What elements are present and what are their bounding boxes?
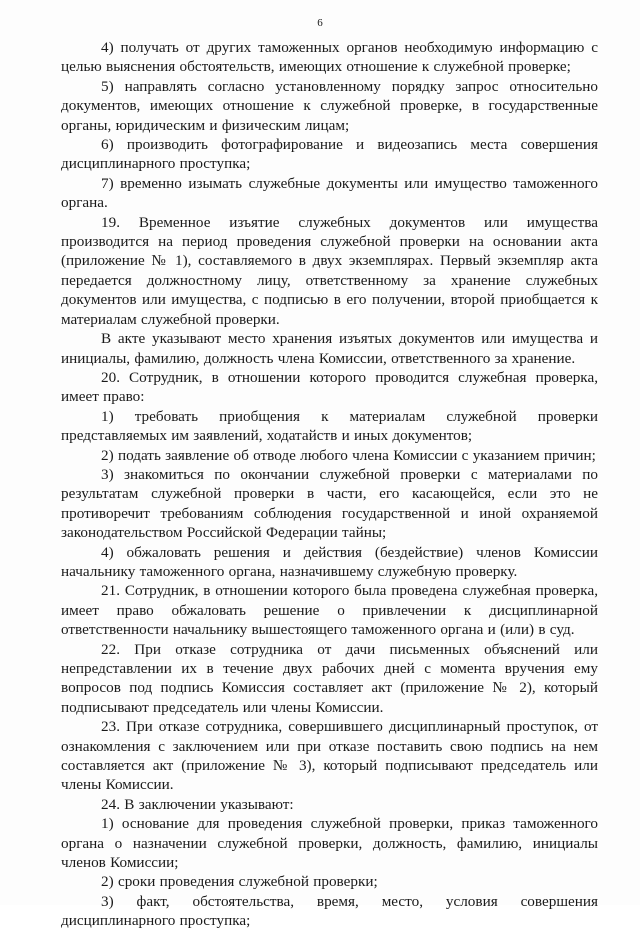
paragraph-act-contents: В акте указывают место хранения изъятых документов или имущества и инициалы, фамилию, должность члена Комиссии, ответственного за хранение. [61, 330, 598, 367]
paragraph-item-5: 5) направлять согласно установленному порядку запрос относительно документов, имеющих отношение к служебной проверке, в государственные органы, юридическим и физическим лицам; [61, 77, 598, 134]
paragraph-clause-20: 20. Сотрудник, в отношении которого проводится служебная проверка, имеет право: [61, 368, 598, 406]
paragraph-right-4: 4) обжаловать решения и действия (бездействие) членов Комиссии начальнику таможенного органа, назначившему служебную проверку. [61, 543, 598, 580]
paragraph-clause-24: 24. В заключении указывают: [101, 795, 294, 813]
document-body [61, 38, 598, 931]
paragraph-right-1: 1) требовать приобщения к материалам служебной проверки представляемых им заявлений, ходатайств и иных документов; [61, 407, 598, 445]
paragraph-item-7: 7) временно изымать служебные документы или имущество таможенного органа. [61, 174, 598, 212]
paragraph-right-2: 2) подать заявление об отводе любого члена Комиссии с указанием причин; [101, 446, 596, 464]
paragraph-clause-23: 23. При отказе сотрудника, совершившего дисциплинарный проступок, от ознакомления с заключением или при отказе поставить свою подпись на нем составляется акт (приложение № 3), который подписывают председатель или члены Комиссии. [61, 718, 598, 794]
paragraph-clause-21: 21. Сотрудник, в отношении которого была проведена служебная проверка, имеет право обжаловать решение о привлечении к дисциплинарной ответственности начальнику вышестоящего таможенного органа и (или) в суд. [61, 582, 598, 639]
paragraph-conclusion-1: 1) основание для проведения служебной проверки, приказ таможенного органа о назначении служебной проверки, должность, фамилию, инициалы членов Комиссии; [61, 815, 598, 872]
paragraph-conclusion-3: 3) факт, обстоятельства, время, место, условия совершения дисциплинарного проступка; [61, 892, 598, 930]
paragraph-item-4: 4) получать от других таможенных органов необходимую информацию с целью выяснения обстоятельств, имеющих отношение к служебной проверке; [61, 39, 598, 76]
paragraph-clause-19: 19. Временное изъятие служебных документов или имущества производится на период проведения служебной проверки на основании акта (приложение № 1), составляемого в двух экземплярах. Первый экземпляр акта передается должностному лицу, ответственному за хранение служебных документов или имущества, с подписью в его получении, второй приобщается к материалам служебной проверки. [61, 213, 598, 328]
paragraph-item-6: 6) производить фотографирование и видеозапись места совершения дисциплинарного проступка; [61, 136, 598, 173]
paragraph-conclusion-2: 2) сроки проведения служебной проверки; [101, 873, 378, 891]
page-number: 6 [317, 17, 323, 29]
paragraph-right-3: 3) знакомиться по окончании служебной проверки с материалами по результатам служебной проверки в части, его касающейся, если это не противоречит требованиям соблюдения государственной и иной охраняемой законодательством Российской Федерации тайны; [61, 465, 598, 542]
paragraph-clause-22: 22. При отказе сотрудника от дачи письменных объяснений или непредставлении их в течение двух рабочих дней с момента вручения ему вопросов под подпись Комиссия составляет акт (приложение № 2), который подписывают председатель или члены Комиссии. [61, 640, 598, 716]
